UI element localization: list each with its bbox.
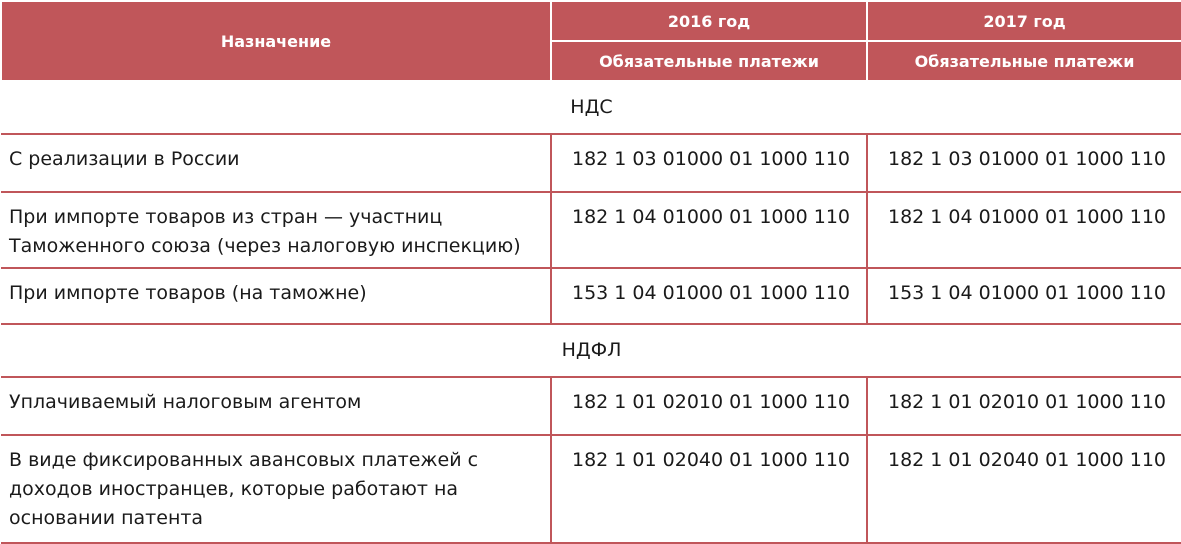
row-code-2016: 182 1 03 01000 01 1000 110: [551, 134, 867, 192]
table-header: [1, 1, 1181, 81]
table-row: [1, 134, 1181, 192]
row-code-2017: 182 1 01 02010 01 1000 110: [867, 377, 1181, 435]
row-purpose: В виде фиксированных авансовых платежей с доходов иностранцев, которые работают на основании патента: [1, 435, 551, 543]
section-title-ndfl: НДФЛ: [1, 324, 1181, 377]
row-code-2016: 153 1 04 01000 01 1000 110: [551, 268, 867, 324]
row-code-2016: 182 1 04 01000 01 1000 110: [551, 192, 867, 268]
row-purpose: С реализации в России: [1, 134, 551, 192]
table-row: [1, 268, 1181, 324]
table-row: [1, 377, 1181, 435]
header-payments-2017: Обязательные платежи: [867, 41, 1181, 81]
header-year-2017: 2017 год: [867, 1, 1181, 41]
header-payments-2016: Обязательные платежи: [551, 41, 867, 81]
row-purpose: Уплачиваемый налоговым агентом: [1, 377, 551, 435]
section-row-ndfl: [1, 324, 1181, 377]
row-code-2017: 182 1 03 01000 01 1000 110: [867, 134, 1181, 192]
header-purpose: Назначение: [1, 1, 551, 81]
row-code-2016: 182 1 01 02040 01 1000 110: [551, 435, 867, 543]
row-code-2017: 182 1 04 01000 01 1000 110: [867, 192, 1181, 268]
row-code-2016: 182 1 01 02010 01 1000 110: [551, 377, 867, 435]
header-year-2016: 2016 год: [551, 1, 867, 41]
row-code-2017: 182 1 01 02040 01 1000 110: [867, 435, 1181, 543]
row-purpose: При импорте товаров из стран — участниц Таможенного союза (через налоговую инспекцию): [1, 192, 551, 268]
row-purpose: При импорте товаров (на таможне): [1, 268, 551, 324]
row-code-2017: 153 1 04 01000 01 1000 110: [867, 268, 1181, 324]
table-row: [1, 192, 1181, 268]
table-row: [1, 435, 1181, 543]
section-row-vat: [1, 81, 1181, 134]
section-title-vat: НДС: [1, 81, 1181, 134]
